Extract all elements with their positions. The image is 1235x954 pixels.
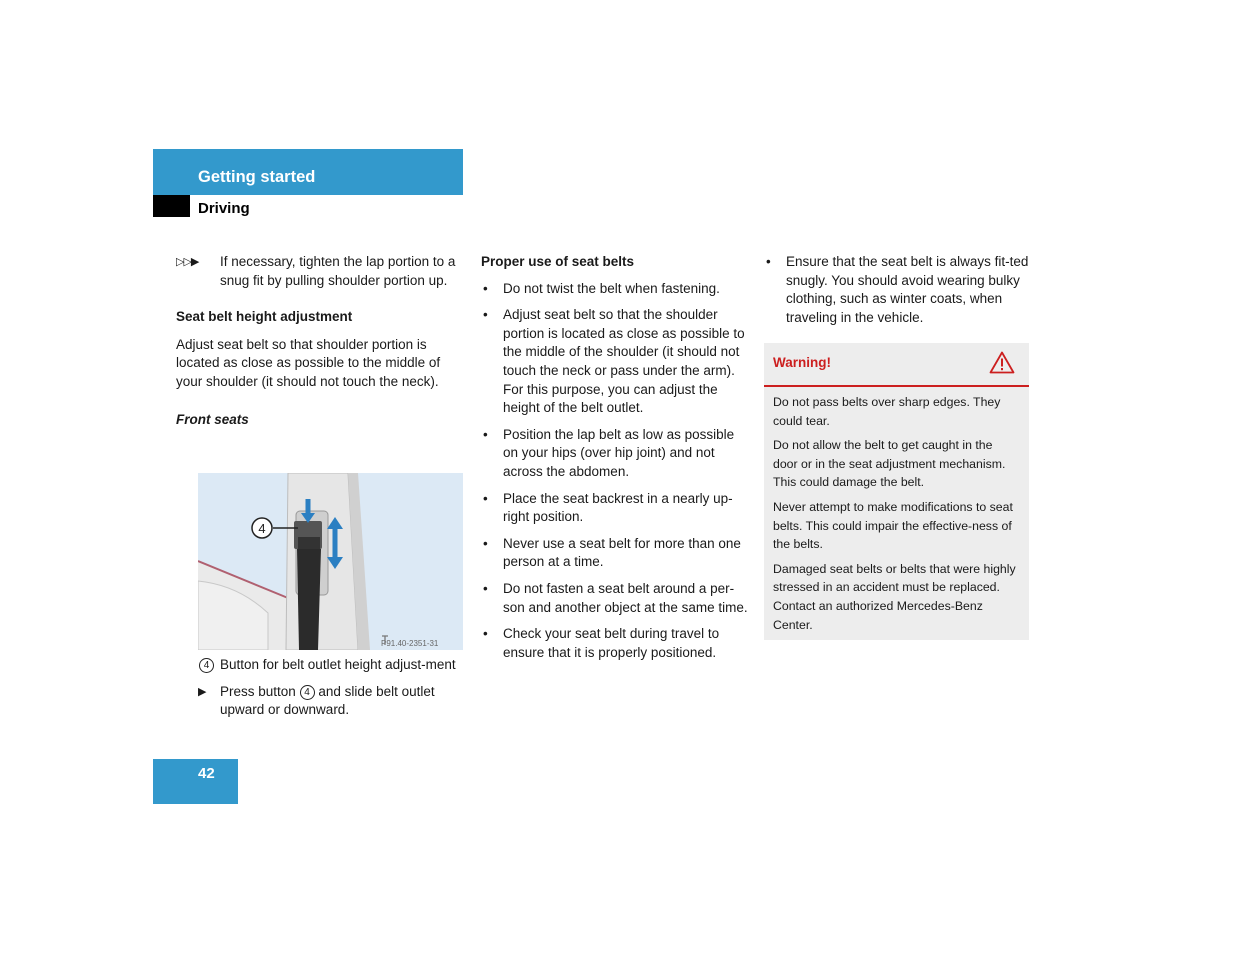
continue-arrow-icon: ▷▷▶ bbox=[176, 256, 199, 268]
list-item: • Position the lap belt as low as possible on your hips (over hip joint) and not across the abdomen. bbox=[481, 426, 751, 482]
list-item: • Place the seat backrest in a nearly up-right position. bbox=[481, 490, 751, 527]
legend-text: Button for belt outlet height adjust-ment bbox=[220, 657, 456, 672]
column-1 bbox=[176, 253, 468, 429]
press-button-step bbox=[198, 683, 468, 720]
subsection-title: Driving bbox=[198, 200, 250, 217]
continued-step bbox=[176, 253, 468, 290]
warning-paragraph: Never attempt to make modifications to seat belts. This could impair the effective-ness of the belts. bbox=[773, 499, 1013, 552]
list-item: • Do not fasten a seat belt around a per-son and another object at the same time. bbox=[481, 580, 751, 617]
press-button-number: 4 bbox=[300, 685, 315, 700]
subsection-marker bbox=[153, 195, 190, 217]
column-3 bbox=[764, 253, 1030, 335]
figure-code: P91.40-2351-31 bbox=[381, 639, 439, 648]
page-number-box bbox=[153, 759, 238, 804]
list-item: • Do not twist the belt when fastening. bbox=[481, 280, 751, 299]
warning-paragraph: Damaged seat belts or belts that were highly stressed in an accident must be replaced. Contact an authorized Mercedes-Benz Center. bbox=[773, 561, 1016, 632]
figure-callout: 4 bbox=[258, 521, 266, 536]
warning-paragraph: Do not pass belts over sharp edges. They could tear. bbox=[773, 395, 1001, 428]
step-arrow-icon: ▶ bbox=[198, 685, 207, 698]
press-text-before: Press button bbox=[220, 683, 296, 699]
column-2 bbox=[481, 253, 751, 670]
warning-header bbox=[764, 343, 1029, 387]
height-adjust-text: Adjust seat belt so that shoulder portion is located as close as possible to the middle of your shoulder (it should not touch the neck). bbox=[176, 336, 441, 389]
front-seats-heading: Front seats bbox=[176, 411, 249, 427]
list-item: • Ensure that the seat belt is always fit-ted snugly. You should avoid wearing bulky clothing, such as winter coats, when traveling in the vehicle. bbox=[764, 253, 1030, 327]
list-item: • Never use a seat belt for more than one person at a time. bbox=[481, 535, 751, 572]
warning-paragraph: Do not allow the belt to get caught in the door or in the seat adjustment mechanism. This could damage the belt. bbox=[773, 438, 1006, 490]
list-item: • Adjust seat belt so that the shoulder portion is located as close as possible to the middle of the shoulder (it should not touch the neck or pass under the arm). For this purpose, you can adjust the height of the belt outlet. bbox=[481, 306, 751, 418]
proper-use-list bbox=[481, 280, 751, 663]
legend-number: 4 bbox=[199, 658, 214, 673]
height-adjust-heading: Seat belt height adjustment bbox=[176, 309, 353, 325]
proper-use-heading: Proper use of seat belts bbox=[481, 254, 635, 269]
step-text: If necessary, tighten the lap portion to a snug fit by pulling shoulder portion up. bbox=[220, 254, 456, 288]
warning-body bbox=[764, 387, 1029, 634]
press-text-after: and slide belt outlet upward or downward. bbox=[220, 683, 435, 718]
figure-legend bbox=[198, 656, 468, 720]
fit-list bbox=[764, 253, 1030, 327]
warning-title: Warning! bbox=[773, 355, 831, 370]
page-number: 42 bbox=[198, 765, 215, 782]
warning-box bbox=[764, 343, 1029, 640]
seat-belt-illustration bbox=[198, 473, 463, 650]
list-item: • Check your seat belt during travel to ensure that it is properly positioned. bbox=[481, 625, 751, 662]
section-title: Getting started bbox=[198, 168, 316, 186]
warning-triangle-icon bbox=[989, 351, 1015, 379]
